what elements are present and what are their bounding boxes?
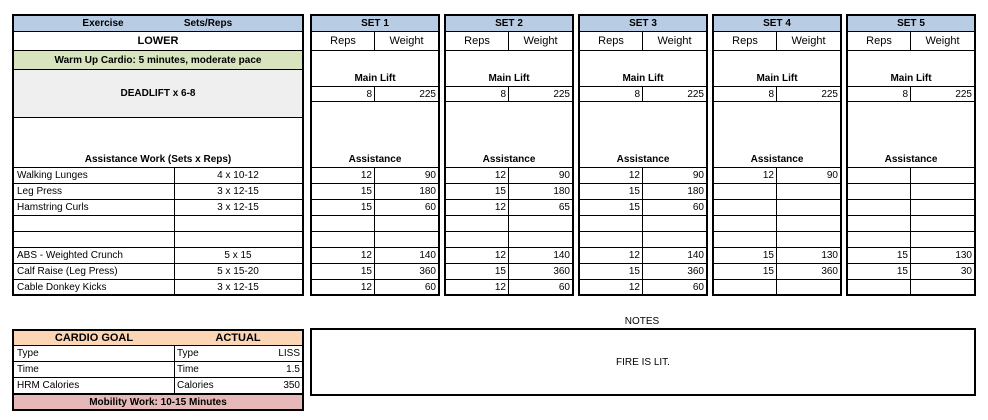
reps-cell[interactable]: 12 xyxy=(310,279,375,296)
reps-cell[interactable] xyxy=(712,279,777,296)
weight-cell[interactable] xyxy=(911,167,976,184)
main-lift-weight[interactable]: 225 xyxy=(911,86,976,102)
weight-cell[interactable]: 90 xyxy=(643,167,708,184)
weight-cell[interactable] xyxy=(777,183,842,200)
set-title: SET 2 xyxy=(444,14,574,32)
cardio-goal-cell: HRM Calories xyxy=(12,377,175,394)
weight-cell[interactable] xyxy=(375,231,440,248)
exercise-sets-reps: 3 x 12-15 xyxy=(174,199,304,216)
weight-column-header: Weight xyxy=(509,31,574,51)
cardio-actual-label: Time xyxy=(174,361,244,378)
reps-cell[interactable] xyxy=(712,183,777,200)
assistance-label: Assistance xyxy=(616,154,670,165)
weight-cell[interactable]: 140 xyxy=(643,247,708,264)
reps-cell[interactable]: 12 xyxy=(444,199,509,216)
weight-cell[interactable]: 60 xyxy=(375,199,440,216)
reps-column-header: Reps xyxy=(444,31,509,51)
reps-cell[interactable]: 15 xyxy=(578,199,643,216)
weight-cell[interactable] xyxy=(509,231,574,248)
exercise-name: Calf Raise (Leg Press) xyxy=(12,263,175,280)
exercise-sets-reps: 4 x 10-12 xyxy=(174,167,304,184)
weight-cell[interactable]: 140 xyxy=(375,247,440,264)
main-lift-label: Main Lift xyxy=(890,73,932,84)
weight-cell[interactable] xyxy=(911,199,976,216)
reps-cell[interactable]: 12 xyxy=(444,167,509,184)
cardio-actual-label: Type xyxy=(174,345,244,362)
main-lift-reps[interactable]: 8 xyxy=(578,86,643,102)
exercise-sets-reps: 3 x 12-15 xyxy=(174,279,304,296)
cardio-goal-header: CARDIO GOAL xyxy=(12,329,175,346)
weight-column-header: Weight xyxy=(777,31,842,51)
cardio-actual-header: ACTUAL xyxy=(174,329,304,346)
reps-cell[interactable]: 12 xyxy=(578,247,643,264)
weight-cell[interactable]: 60 xyxy=(643,199,708,216)
exercise-name xyxy=(12,215,175,232)
weight-cell[interactable] xyxy=(643,215,708,232)
reps-cell[interactable] xyxy=(444,215,509,232)
sets-reps-column-header: Sets/Reps xyxy=(174,14,304,32)
exercise-name: Leg Press xyxy=(12,183,175,200)
weight-cell[interactable] xyxy=(777,279,842,296)
exercise-column-header: Exercise xyxy=(12,14,175,32)
main-lift-reps[interactable]: 8 xyxy=(712,86,777,102)
set-title: SET 3 xyxy=(578,14,708,32)
set-title: SET 5 xyxy=(846,14,976,32)
weight-cell[interactable]: 180 xyxy=(509,183,574,200)
weight-cell[interactable] xyxy=(777,215,842,232)
reps-cell[interactable] xyxy=(846,231,911,248)
exercise-sets-reps: 5 x 15 xyxy=(174,247,304,264)
reps-cell[interactable] xyxy=(310,231,375,248)
reps-cell[interactable] xyxy=(846,279,911,296)
reps-cell[interactable] xyxy=(712,199,777,216)
weight-cell[interactable] xyxy=(643,231,708,248)
reps-cell[interactable] xyxy=(846,167,911,184)
cardio-goal-cell: Type xyxy=(12,345,175,362)
reps-cell[interactable]: 12 xyxy=(444,279,509,296)
weight-column-header: Weight xyxy=(911,31,976,51)
notes-title: NOTES xyxy=(624,315,660,327)
weight-cell[interactable]: 360 xyxy=(509,263,574,280)
reps-cell[interactable]: 15 xyxy=(578,263,643,280)
weight-cell[interactable]: 180 xyxy=(643,183,708,200)
exercise-name: Hamstring Curls xyxy=(12,199,175,216)
main-lift-label: Main Lift xyxy=(756,73,798,84)
assistance-label: Assistance xyxy=(482,154,536,165)
weight-cell[interactable]: 60 xyxy=(509,279,574,296)
reps-cell[interactable]: 12 xyxy=(578,167,643,184)
reps-cell[interactable] xyxy=(578,231,643,248)
cardio-actual-value[interactable]: LISS xyxy=(243,345,304,362)
exercise-name: Walking Lunges xyxy=(12,167,175,184)
weight-cell[interactable]: 130 xyxy=(911,247,976,264)
reps-cell[interactable]: 12 xyxy=(310,247,375,264)
main-lift-weight[interactable]: 225 xyxy=(509,86,574,102)
weight-cell[interactable]: 140 xyxy=(509,247,574,264)
reps-cell[interactable]: 15 xyxy=(712,247,777,264)
exercise-sets-reps xyxy=(174,231,304,248)
reps-cell[interactable]: 12 xyxy=(578,279,643,296)
weight-cell[interactable]: 60 xyxy=(375,279,440,296)
main-lift-label: Main Lift xyxy=(488,73,530,84)
cardio-actual-label: Calories xyxy=(174,377,244,394)
weight-cell[interactable] xyxy=(509,215,574,232)
reps-cell[interactable]: 15 xyxy=(444,263,509,280)
main-lift-reps[interactable]: 8 xyxy=(846,86,911,102)
reps-column-header: Reps xyxy=(310,31,375,51)
reps-cell[interactable]: 12 xyxy=(444,247,509,264)
warmup-banner: Warm Up Cardio: 5 minutes, moderate pace xyxy=(12,50,304,70)
session-title: LOWER xyxy=(12,31,304,51)
reps-cell[interactable] xyxy=(846,183,911,200)
weight-column-header: Weight xyxy=(643,31,708,51)
reps-cell[interactable]: 15 xyxy=(310,263,375,280)
cardio-actual-value[interactable]: 350 xyxy=(243,377,304,394)
weight-cell[interactable] xyxy=(911,279,976,296)
reps-cell[interactable]: 15 xyxy=(578,183,643,200)
assistance-label: Assistance xyxy=(750,154,804,165)
exercise-sets-reps: 3 x 12-15 xyxy=(174,183,304,200)
weight-cell[interactable] xyxy=(375,215,440,232)
reps-column-header: Reps xyxy=(578,31,643,51)
assistance-header: Assistance Work (Sets x Reps) xyxy=(12,117,304,168)
reps-cell[interactable] xyxy=(846,199,911,216)
reps-column-header: Reps xyxy=(712,31,777,51)
main-lift-reps[interactable]: 8 xyxy=(310,86,375,102)
weight-cell[interactable]: 360 xyxy=(777,263,842,280)
set-title: SET 1 xyxy=(310,14,440,32)
assistance-label: Assistance xyxy=(348,154,402,165)
weight-cell[interactable] xyxy=(777,231,842,248)
main-lift-reps[interactable]: 8 xyxy=(444,86,509,102)
reps-cell[interactable] xyxy=(846,215,911,232)
reps-cell[interactable]: 15 xyxy=(712,263,777,280)
reps-cell[interactable]: 15 xyxy=(846,263,911,280)
notes-box[interactable] xyxy=(310,328,976,396)
exercise-name xyxy=(12,231,175,248)
reps-cell[interactable] xyxy=(712,231,777,248)
cardio-actual-value[interactable]: 1.5 xyxy=(243,361,304,378)
reps-cell[interactable]: 15 xyxy=(310,183,375,200)
exercise-name: ABS - Weighted Crunch xyxy=(12,247,175,264)
reps-cell[interactable]: 12 xyxy=(310,167,375,184)
reps-cell[interactable]: 12 xyxy=(712,167,777,184)
main-lift-weight[interactable]: 225 xyxy=(375,86,440,102)
weight-cell[interactable]: 360 xyxy=(375,263,440,280)
exercise-sets-reps: 5 x 15-20 xyxy=(174,263,304,280)
notes-text: FIRE IS LIT. xyxy=(616,356,670,368)
weight-cell[interactable]: 30 xyxy=(911,263,976,280)
reps-cell[interactable]: 15 xyxy=(846,247,911,264)
main-lift-label: Main Lift xyxy=(354,73,396,84)
weight-cell[interactable] xyxy=(777,199,842,216)
set-title: SET 4 xyxy=(712,14,842,32)
reps-cell[interactable]: 15 xyxy=(310,199,375,216)
weight-cell[interactable] xyxy=(911,183,976,200)
weight-cell[interactable]: 60 xyxy=(643,279,708,296)
reps-column-header: Reps xyxy=(846,31,911,51)
weight-cell[interactable]: 90 xyxy=(375,167,440,184)
weight-column-header: Weight xyxy=(375,31,440,51)
main-lift-name: DEADLIFT x 6-8 xyxy=(12,69,304,118)
reps-cell[interactable]: 15 xyxy=(444,183,509,200)
main-lift-label: Main Lift xyxy=(622,73,664,84)
mobility-banner: Mobility Work: 10-15 Minutes xyxy=(12,394,304,411)
weight-cell[interactable]: 360 xyxy=(643,263,708,280)
weight-cell[interactable]: 180 xyxy=(375,183,440,200)
cardio-goal-cell: Time xyxy=(12,361,175,378)
reps-cell[interactable] xyxy=(310,215,375,232)
weight-cell[interactable]: 90 xyxy=(777,167,842,184)
reps-cell[interactable] xyxy=(578,215,643,232)
reps-cell[interactable] xyxy=(712,215,777,232)
weight-cell[interactable]: 65 xyxy=(509,199,574,216)
weight-cell[interactable] xyxy=(911,215,976,232)
weight-cell[interactable]: 130 xyxy=(777,247,842,264)
assistance-label: Assistance xyxy=(884,154,938,165)
weight-cell[interactable] xyxy=(911,231,976,248)
exercise-sets-reps xyxy=(174,215,304,232)
reps-cell[interactable] xyxy=(444,231,509,248)
exercise-name: Cable Donkey Kicks xyxy=(12,279,175,296)
weight-cell[interactable]: 90 xyxy=(509,167,574,184)
main-lift-weight[interactable]: 225 xyxy=(643,86,708,102)
main-lift-weight[interactable]: 225 xyxy=(777,86,842,102)
